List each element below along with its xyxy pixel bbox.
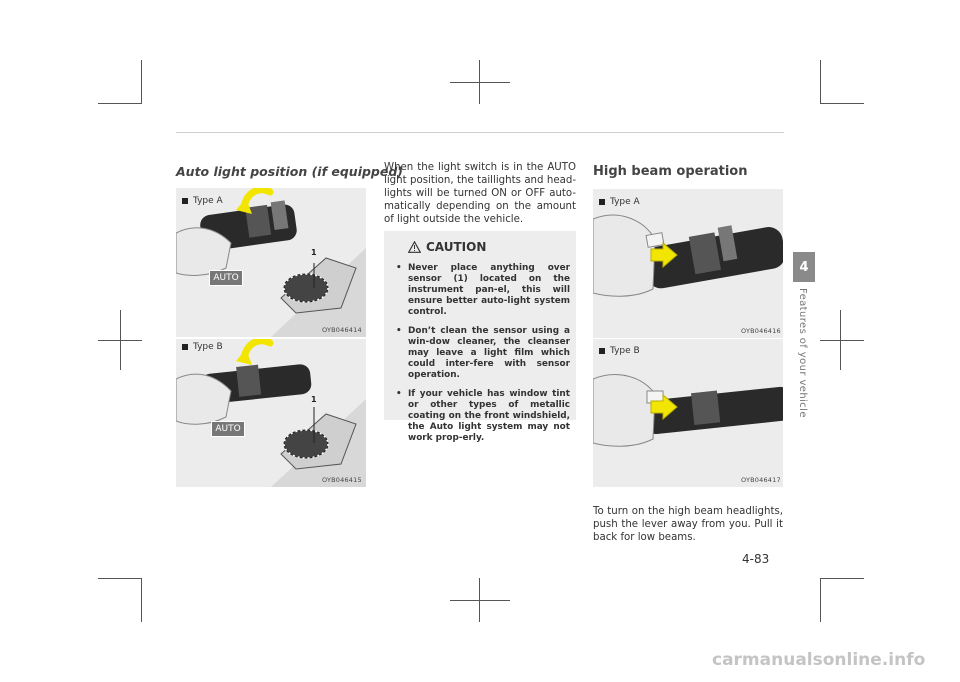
sensor-callout-b: 1 [311, 395, 317, 404]
caution-item: • If your vehicle has window tint or other types of metallic coating on the front windshield, the Auto light system may not work prop-erly. [394, 389, 570, 444]
sensor-callout-a: 1 [311, 248, 317, 257]
auto-light-title: Auto light position (if equipped) [176, 164, 404, 179]
caution-item: • Never place anything over sensor (1) located on the instrument pan-el, this will ensure better auto-light system control. [394, 263, 570, 318]
page-number: 4-83 [742, 552, 770, 566]
figure-high-beam-type-b [593, 339, 783, 487]
chapter-title-vertical: Features of your vehicle [797, 288, 808, 418]
header-rule [176, 132, 784, 133]
lever-illustration-b [176, 339, 366, 487]
high-beam-illustration-a [593, 189, 783, 338]
type-a-label: Type A [599, 197, 640, 207]
lever-illustration-a [176, 188, 366, 337]
watermark: carmanualsonline.info [712, 650, 926, 670]
caution-item: • Don’t clean the sensor using a win-dow cleaner, the cleanser may leave a light film which could inter-fere with sensor operation. [394, 326, 570, 381]
figure-code-d: OYB046417 [741, 476, 781, 484]
caution-box [384, 231, 576, 443]
figure-auto-light-type-a [176, 188, 366, 337]
figure-code-c: OYB046416 [741, 327, 781, 335]
figure-auto-light-type-b [176, 339, 366, 487]
square-bullet-icon [182, 344, 188, 350]
caution-heading: CAUTION [408, 240, 486, 254]
figure-code-a: OYB046414 [322, 326, 362, 334]
high-beam-title: High beam operation [593, 164, 748, 179]
square-bullet-icon [182, 198, 188, 204]
chapter-tab: 4 [793, 252, 815, 282]
type-b-label: Type B [182, 342, 223, 352]
type-a-label: Type A [182, 196, 223, 206]
caution-list [394, 263, 570, 452]
auto-position-label-a: AUTO [209, 270, 243, 286]
figure-high-beam-type-a [593, 189, 783, 338]
type-b-label: Type B [599, 346, 640, 356]
high-beam-description: To turn on the high beam headlights, push the lever away from you. Pull it back for low beams. [593, 506, 783, 543]
auto-light-description: When the light switch is in the AUTO light position, the taillights and head-lights will be turned ON or OFF auto-matically depending on the amount of light outside the vehicle. [384, 162, 576, 225]
warning-triangle-icon [408, 241, 421, 253]
high-beam-illustration-b [593, 339, 783, 487]
auto-position-label-b: AUTO [211, 421, 245, 437]
figure-code-b: OYB046415 [322, 476, 362, 484]
square-bullet-icon [599, 348, 605, 354]
square-bullet-icon [599, 199, 605, 205]
